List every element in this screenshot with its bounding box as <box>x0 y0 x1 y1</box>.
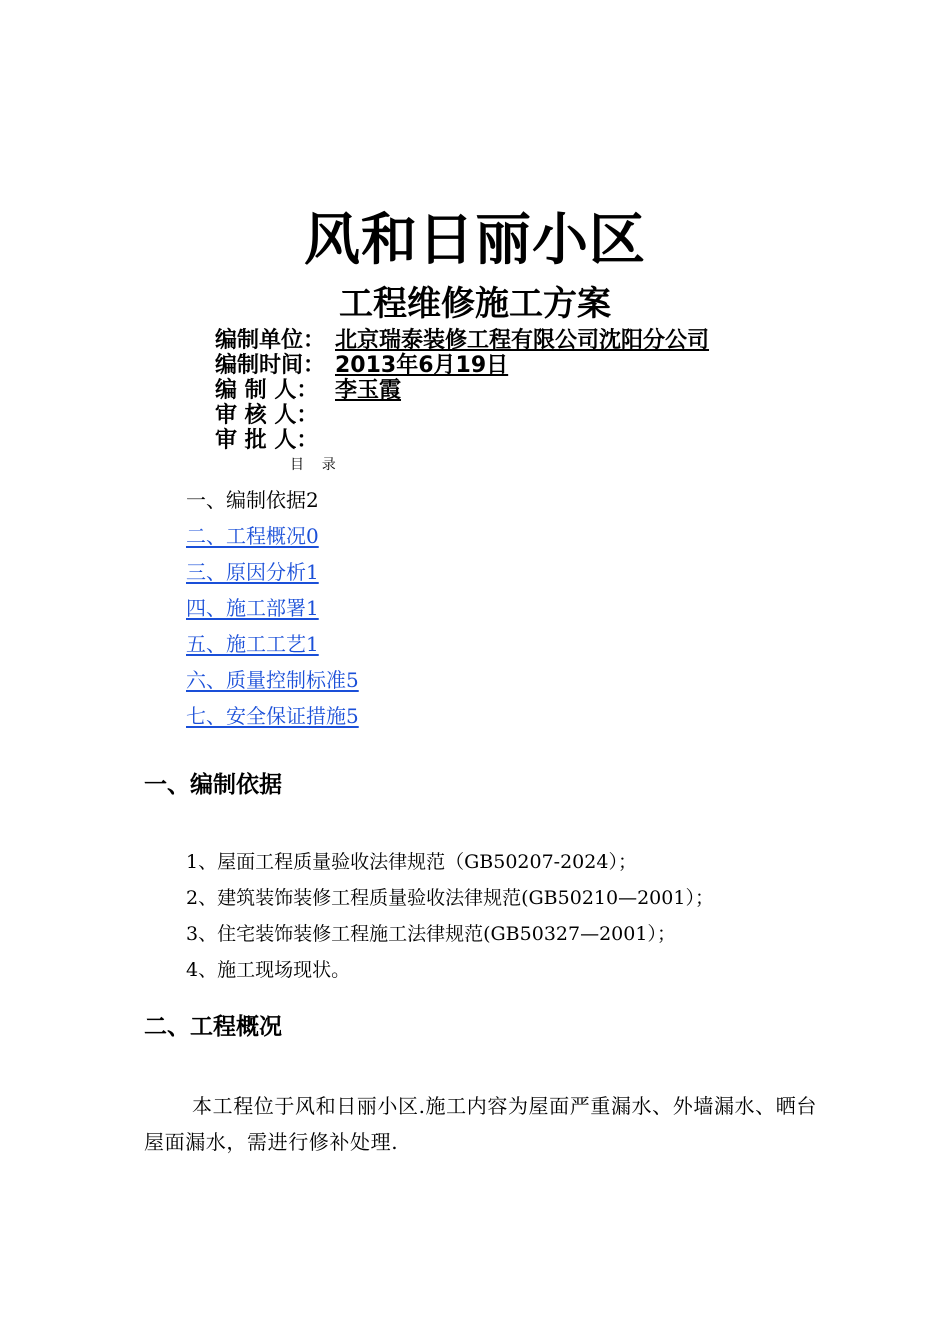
list-item: 4、施工现场现状。 <box>186 959 351 981</box>
toc-heading: 目 录 <box>290 457 336 473</box>
document-subtitle: 工程维修施工方案 <box>339 284 611 324</box>
meta-label: 编 制 人： <box>215 378 319 403</box>
toc-link[interactable]: 六、质量控制标准5 <box>186 668 359 692</box>
table-of-contents <box>186 482 359 734</box>
section-heading-basis: 一、编制依据 <box>144 772 282 798</box>
toc-link[interactable]: 三、原因分析1 <box>186 560 319 584</box>
list-item: 3、住宅装饰装修工程施工法律规范(GB50327—2001）； <box>186 923 676 945</box>
toc-item: 一、编制依据2 <box>186 488 319 512</box>
meta-label: 编制时间： <box>215 353 326 378</box>
meta-value: 2013年6月19日 <box>335 353 509 378</box>
meta-row-approver <box>215 428 709 453</box>
meta-value: 李玉霞 <box>335 378 402 403</box>
meta-label: 审 核 人： <box>215 403 319 428</box>
meta-value: 北京瑞泰装修工程有限公司沈阳分公司 <box>335 328 710 353</box>
list-item: 1、屋面工程质量验收法律规范（GB50207-2024）； <box>186 851 637 873</box>
toc-link[interactable]: 四、施工部署1 <box>186 596 319 620</box>
document-meta <box>215 328 709 453</box>
meta-row-compile-time <box>215 353 709 378</box>
overview-paragraph: 本工程位于风和日丽小区.施工内容为屋面严重漏水、外墙漏水、晒台屋面漏水，需进行修补处理. <box>144 1094 817 1154</box>
toc-link[interactable]: 五、施工工艺1 <box>186 632 319 656</box>
basis-list <box>186 844 714 988</box>
section-heading-overview: 二、工程概况 <box>144 1014 282 1040</box>
toc-link[interactable]: 二、工程概况0 <box>186 524 319 548</box>
meta-row-compiler <box>215 378 709 403</box>
document-title: 风和日丽小区 <box>304 208 646 273</box>
meta-label: 审 批 人： <box>215 428 319 453</box>
meta-row-reviewer <box>215 403 709 428</box>
meta-label: 编制单位： <box>215 328 326 353</box>
list-item: 2、建筑装饰装修工程质量验收法律规范(GB50210—2001）； <box>186 887 714 909</box>
toc-link[interactable]: 七、安全保证措施5 <box>186 704 359 728</box>
meta-row-compiler-unit <box>215 328 709 353</box>
